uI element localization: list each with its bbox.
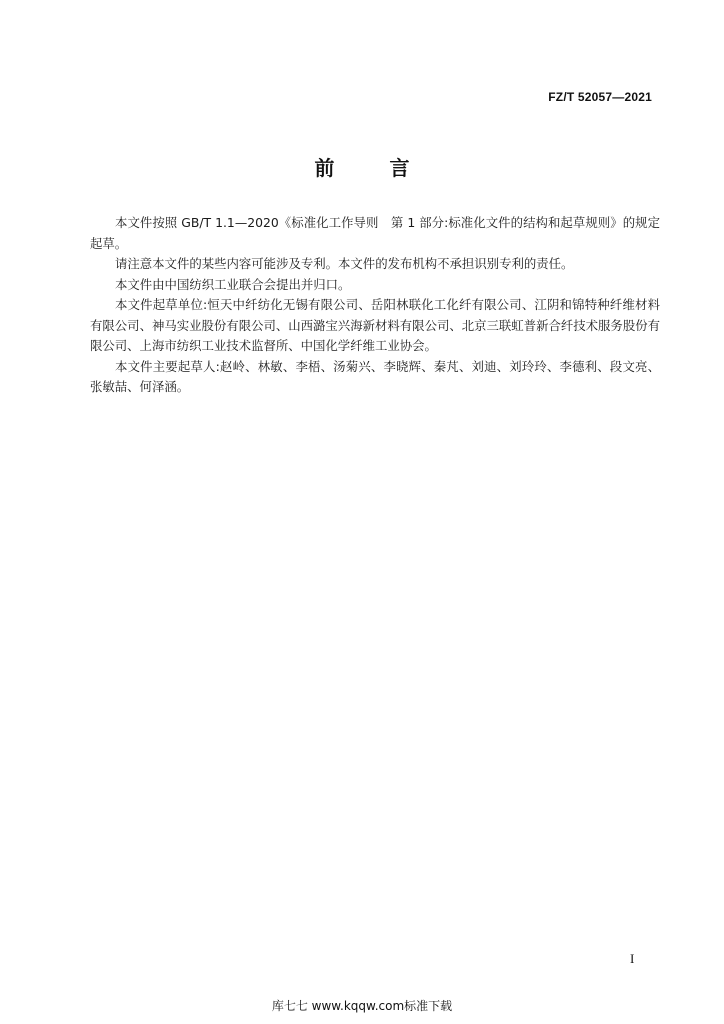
standard-code: FZ/T 52057—2021 bbox=[548, 90, 652, 104]
paragraph-drafting-units: 本文件起草单位:恒天中纤纺化无锡有限公司、岳阳林联化工化纤有限公司、江阴和锦特种纤维材料有限公司、神马实业股份有限公司、山西潞宝兴海新材料有限公司、北京三联虹普新合纤技术服务股份有限公司、上海市纺织工业技术监督所、中国化学纤维工业协会。 bbox=[90, 297, 660, 353]
paragraph-proposer: 本文件由中国纺织工业联合会提出并归口。 bbox=[115, 276, 351, 292]
foreword-body bbox=[90, 213, 660, 398]
paragraph-drafters: 本文件主要起草人:赵岭、林敏、李梧、汤菊兴、李晓辉、秦芃、刘迪、刘玲玲、李德利、段文亮、张敏喆、何泽涵。 bbox=[90, 358, 660, 394]
page-title: 前 言 bbox=[314, 156, 434, 180]
page-number: I bbox=[630, 951, 635, 966]
paragraph-drafting-rules: 本文件按照 GB/T 1.1—2020《标准化工作导则 第 1 部分:标准化文件的结构和起草规则》的规定起草。 bbox=[90, 215, 660, 251]
watermark-text: 库七七 www.kqqw.com标准下载 bbox=[271, 999, 453, 1013]
paragraph-patent-notice: 请注意本文件的某些内容可能涉及专利。本文件的发布机构不承担识别专利的责任。 bbox=[115, 256, 574, 271]
